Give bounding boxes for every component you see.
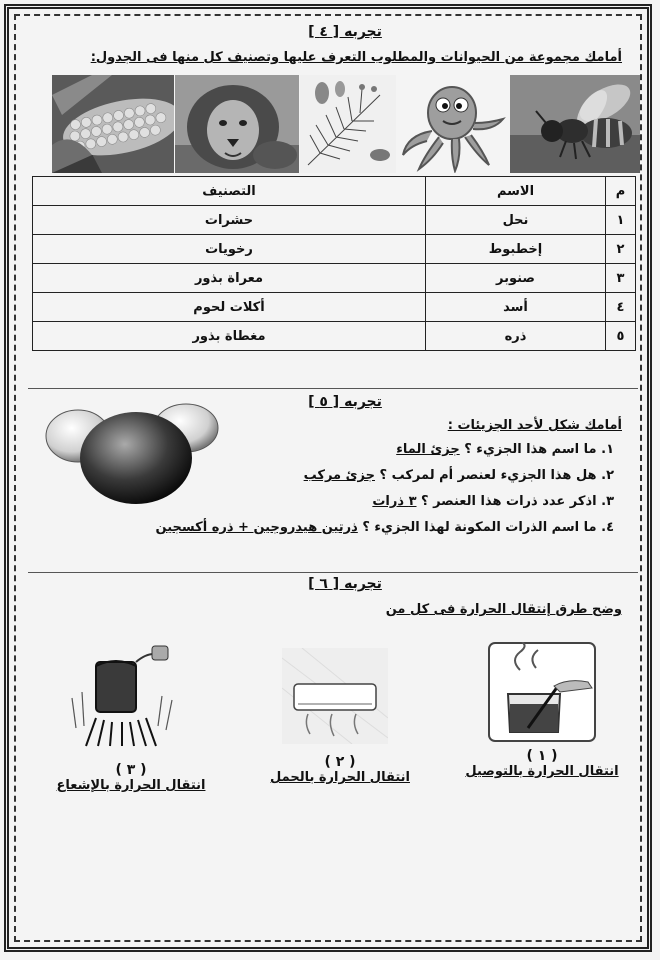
table-row (33, 322, 636, 351)
conduction-caption (462, 748, 622, 779)
conduction-image (488, 642, 596, 742)
question-4 (156, 520, 614, 535)
question-answer: جزئ الماء (396, 442, 460, 457)
question-answer: ٣ ذرات (372, 494, 417, 509)
exp6-instruction: وضح طرق إنتقال الحرارة فى كل من (385, 602, 622, 617)
question-answer: جزئ مركب (303, 468, 375, 483)
question-num: ٣. (601, 494, 614, 509)
exp4-instruction: أمامك مجموعة من الحيوانات والمطلوب التعرف عليها وتصنيف كل منها فى الجدول: (90, 50, 622, 65)
question-text: اذكر عدد ذرات هذا العنصر ؟ (421, 494, 597, 509)
table-row (33, 293, 636, 322)
header-name: الاسم (426, 177, 606, 206)
pine-photo (300, 75, 396, 173)
caption-label: انتقال الحرارة بالحمل (270, 770, 410, 785)
row-num: ٤ (606, 293, 636, 322)
water-molecule-diagram (44, 402, 220, 506)
table-row (33, 235, 636, 264)
exp6-title: تجربه [ ٦ ] (308, 576, 382, 592)
header-class: التصنيف (33, 177, 426, 206)
section-divider (28, 388, 638, 389)
table-row (33, 206, 636, 235)
convection-caption (260, 754, 420, 785)
header-num: م (606, 177, 636, 206)
corn-photo (52, 75, 174, 173)
classification-table (32, 176, 636, 351)
row-name: أسد (426, 293, 606, 322)
question-1 (396, 442, 614, 457)
row-class: حشرات (33, 206, 426, 235)
table-row (33, 264, 636, 293)
table-header-row (33, 177, 636, 206)
row-num: ٣ (606, 264, 636, 293)
row-name: صنوبر (426, 264, 606, 293)
question-answer: ذرتين هيدروجين + ذره أكسجين (155, 520, 358, 535)
exp4-title: تجربه [ ٤ ] (308, 24, 382, 40)
row-class: رخويات (33, 235, 426, 264)
question-text: ما اسم الذرات المكونة لهذا الجزيء ؟ (362, 520, 597, 535)
question-text: ما اسم هذا الجزيء ؟ (464, 442, 597, 457)
row-class: معراة بذور (33, 264, 426, 293)
radiation-image (66, 642, 176, 750)
lion-photo (175, 75, 299, 173)
caption-num: ( ٣ ) (115, 762, 147, 778)
organism-photos (52, 75, 640, 173)
caption-num: ( ١ ) (526, 748, 558, 764)
radiation-caption (46, 762, 216, 793)
caption-label: انتقال الحرارة بالتوصيل (465, 764, 619, 779)
question-num: ٤. (601, 520, 614, 535)
exp5-instruction: أمامك شكل لأحد الجزيئات : (447, 418, 622, 433)
exp5-title: تجربه [ ٥ ] (308, 394, 382, 410)
row-num: ٥ (606, 322, 636, 351)
question-2 (304, 468, 614, 483)
row-num: ٢ (606, 235, 636, 264)
row-name: إخطبوط (426, 235, 606, 264)
row-class: مغطاة بذور (33, 322, 426, 351)
row-name: نحل (426, 206, 606, 235)
convection-image (282, 648, 388, 744)
question-num: ٢. (601, 468, 614, 483)
caption-num: ( ٢ ) (324, 754, 356, 770)
question-3 (372, 494, 614, 509)
section-divider (28, 572, 638, 573)
caption-label: انتقال الحرارة بالإشعاع (56, 778, 206, 793)
bee-photo (510, 75, 640, 173)
row-num: ١ (606, 206, 636, 235)
row-name: ذره (426, 322, 606, 351)
row-class: أكلات لحوم (33, 293, 426, 322)
question-text: هل هذا الجزيء لعنصر أم لمركب ؟ (379, 468, 597, 483)
question-num: ١. (601, 442, 614, 457)
octopus-photo (397, 75, 507, 173)
